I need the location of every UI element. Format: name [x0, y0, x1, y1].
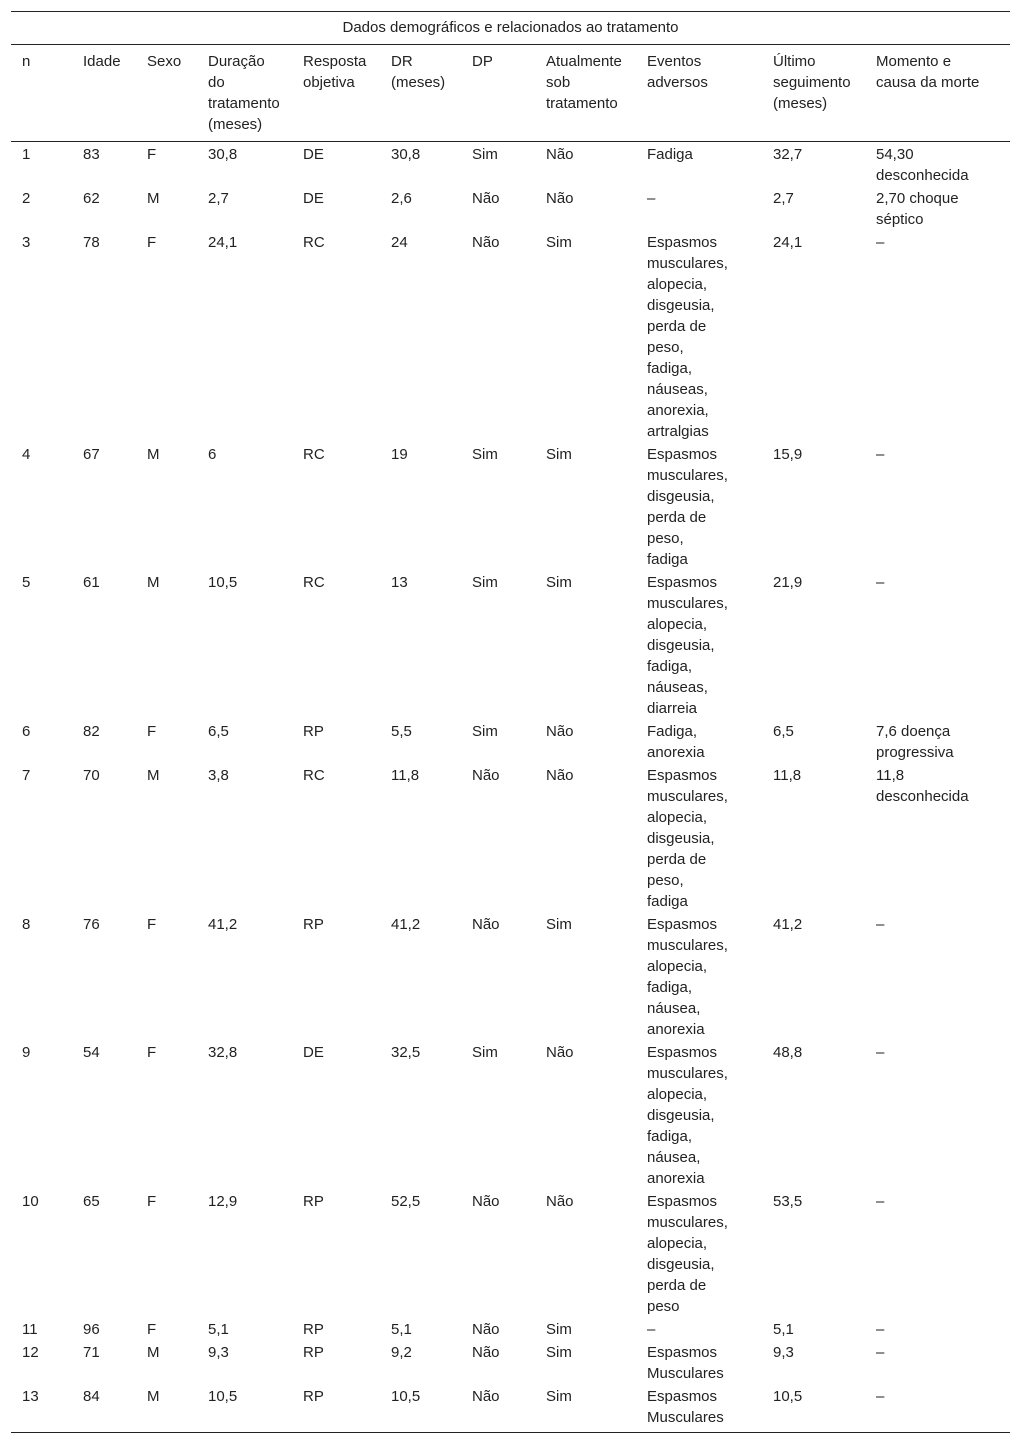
cell-sex: F [147, 723, 157, 740]
table-body [11, 142, 1010, 1433]
cell-age: 70 [83, 767, 100, 784]
cell-currently-on-treatment: Sim [546, 1344, 572, 1361]
cell-objective-response: DE [303, 190, 324, 207]
cell-n: 5 [22, 574, 31, 591]
cell-age: 65 [83, 1193, 100, 1210]
cell-dr-months: 24 [391, 234, 408, 251]
cell-n: 13 [22, 1388, 39, 1405]
table-row [11, 232, 1010, 444]
cell-adverse-events: Espasmos musculares, alopecia, disgeusia, perda de peso, fadiga, náuseas, anorexia, artralgias [647, 234, 728, 440]
cell-age: 84 [83, 1388, 100, 1405]
cell-n: 9 [22, 1044, 31, 1061]
cell-dp: Sim [472, 146, 498, 163]
cell-currently-on-treatment: Sim [546, 1321, 572, 1338]
cell-currently-on-treatment: Não [546, 1193, 574, 1210]
header-adverse-events: Eventos adversos [647, 53, 708, 91]
cell-adverse-events: Espasmos musculares, alopecia, fadiga, náusea, anorexia [647, 916, 728, 1038]
cell-objective-response: RP [303, 1193, 324, 1210]
cell-dr-months: 32,5 [391, 1044, 421, 1061]
cell-adverse-events: – [647, 190, 656, 207]
cell-last-follow-up: 53,5 [773, 1193, 803, 1210]
cell-objective-response: DE [303, 1044, 324, 1061]
cell-treatment-duration: 2,7 [208, 190, 229, 207]
cell-dr-months: 30,8 [391, 146, 421, 163]
cell-age: 54 [83, 1044, 100, 1061]
cell-time-and-cause-of-death: – [876, 1344, 885, 1361]
cell-dp: Não [472, 916, 500, 933]
cell-dp: Não [472, 1388, 500, 1405]
cell-adverse-events: Fadiga, anorexia [647, 723, 705, 761]
cell-currently-on-treatment: Não [546, 1044, 574, 1061]
cell-dp: Não [472, 1344, 500, 1361]
cell-objective-response: RP [303, 1344, 324, 1361]
cell-currently-on-treatment: Sim [546, 916, 572, 933]
table-row [11, 444, 1010, 572]
cell-dp: Não [472, 190, 500, 207]
cell-last-follow-up: 21,9 [773, 574, 803, 591]
table-row [11, 1042, 1010, 1191]
cell-sex: F [147, 1193, 157, 1210]
cell-time-and-cause-of-death: 54,30 desconhecida [876, 146, 969, 184]
cell-n: 4 [22, 446, 31, 463]
cell-dr-months: 5,5 [391, 723, 412, 740]
cell-sex: M [147, 1344, 160, 1361]
cell-last-follow-up: 32,7 [773, 146, 803, 163]
cell-time-and-cause-of-death: 7,6 doença progressiva [876, 723, 954, 761]
cell-n: 12 [22, 1344, 39, 1361]
cell-last-follow-up: 11,8 [773, 767, 802, 784]
cell-time-and-cause-of-death: – [876, 1388, 885, 1405]
cell-last-follow-up: 6,5 [773, 723, 794, 740]
table-row [11, 1191, 1010, 1319]
cell-adverse-events: Espasmos musculares, alopecia, disgeusia, perda de peso [647, 1193, 728, 1315]
cell-objective-response: RC [303, 234, 325, 251]
table-row [11, 142, 1010, 189]
table-caption: Dados demográficos e relacionados ao tratamento [11, 11, 1010, 45]
cell-currently-on-treatment: Sim [546, 1388, 572, 1405]
cell-n: 2 [22, 190, 31, 207]
cell-dr-months: 41,2 [391, 916, 421, 933]
cell-last-follow-up: 41,2 [773, 916, 803, 933]
cell-treatment-duration: 6,5 [208, 723, 229, 740]
cell-adverse-events: Espasmos Musculares [647, 1388, 724, 1426]
cell-adverse-events: – [647, 1321, 656, 1338]
cell-objective-response: RP [303, 1388, 324, 1405]
cell-time-and-cause-of-death: 11,8 desconhecida [876, 767, 969, 805]
cell-dp: Sim [472, 723, 498, 740]
cell-treatment-duration: 32,8 [208, 1044, 238, 1061]
cell-sex: M [147, 574, 160, 591]
cell-dr-months: 9,2 [391, 1344, 412, 1361]
table-row [11, 572, 1010, 721]
cell-adverse-events: Fadiga [647, 146, 693, 163]
cell-adverse-events: Espasmos musculares, alopecia, disgeusia, fadiga, náuseas, diarreia [647, 574, 728, 717]
cell-last-follow-up: 48,8 [773, 1044, 803, 1061]
table-row [11, 1319, 1010, 1342]
header-objective-response: Resposta objetiva [303, 53, 367, 91]
cell-sex: M [147, 446, 160, 463]
cell-dr-months: 52,5 [391, 1193, 421, 1210]
cell-dr-months: 10,5 [391, 1388, 421, 1405]
cell-age: 96 [83, 1321, 100, 1338]
cell-age: 78 [83, 234, 100, 251]
cell-adverse-events: Espasmos Musculares [647, 1344, 724, 1382]
cell-objective-response: RC [303, 446, 325, 463]
cell-age: 83 [83, 146, 100, 163]
header-dp: DP [472, 53, 493, 70]
data-table-container [11, 11, 1010, 1433]
header-n: n [22, 53, 31, 70]
header-dr-months: DR (meses) [391, 53, 446, 91]
cell-last-follow-up: 2,7 [773, 190, 794, 207]
cell-dp: Não [472, 767, 500, 784]
cell-treatment-duration: 3,8 [208, 767, 229, 784]
cell-sex: M [147, 1388, 160, 1405]
cell-currently-on-treatment: Não [546, 146, 574, 163]
cell-dr-months: 13 [391, 574, 408, 591]
table-row [11, 1386, 1010, 1432]
cell-treatment-duration: 9,3 [208, 1344, 229, 1361]
table-row [11, 721, 1010, 765]
cell-dr-months: 2,6 [391, 190, 412, 207]
cell-adverse-events: Espasmos musculares, alopecia, disgeusia, fadiga, náusea, anorexia [647, 1044, 728, 1187]
cell-sex: F [147, 146, 157, 163]
cell-n: 1 [22, 146, 31, 163]
header-treatment-duration: Duração do tratamento (meses) [208, 53, 280, 133]
cell-currently-on-treatment: Não [546, 767, 574, 784]
cell-dp: Não [472, 1321, 500, 1338]
cell-age: 76 [83, 916, 100, 933]
table-row [11, 765, 1010, 914]
bottom-rule [11, 1432, 1010, 1433]
cell-sex: M [147, 190, 160, 207]
cell-objective-response: RC [303, 767, 325, 784]
cell-adverse-events: Espasmos musculares, alopecia, disgeusia, perda de peso, fadiga [647, 767, 728, 910]
cell-dp: Não [472, 1193, 500, 1210]
header-time-and-cause-of-death: Momento e causa da morte [876, 53, 980, 91]
cell-last-follow-up: 5,1 [773, 1321, 794, 1338]
cell-dp: Sim [472, 446, 498, 463]
cell-dr-months: 19 [391, 446, 408, 463]
cell-age: 67 [83, 446, 100, 463]
cell-currently-on-treatment: Sim [546, 234, 572, 251]
cell-objective-response: RP [303, 723, 324, 740]
cell-treatment-duration: 6 [208, 446, 217, 463]
cell-sex: F [147, 916, 157, 933]
cell-time-and-cause-of-death: – [876, 446, 885, 463]
cell-n: 10 [22, 1193, 39, 1210]
cell-sex: M [147, 767, 160, 784]
cell-treatment-duration: 10,5 [208, 574, 238, 591]
cell-treatment-duration: 5,1 [208, 1321, 229, 1338]
cell-currently-on-treatment: Sim [546, 446, 572, 463]
cell-n: 8 [22, 916, 31, 933]
cell-currently-on-treatment: Não [546, 723, 574, 740]
cell-sex: F [147, 234, 157, 251]
cell-age: 82 [83, 723, 100, 740]
cell-time-and-cause-of-death: – [876, 574, 885, 591]
cell-time-and-cause-of-death: – [876, 916, 885, 933]
cell-currently-on-treatment: Sim [546, 574, 572, 591]
cell-time-and-cause-of-death: – [876, 234, 885, 251]
cell-dp: Sim [472, 574, 498, 591]
cell-last-follow-up: 10,5 [773, 1388, 803, 1405]
cell-adverse-events: Espasmos musculares, disgeusia, perda de peso, fadiga [647, 446, 728, 568]
cell-treatment-duration: 24,1 [208, 234, 238, 251]
cell-sex: F [147, 1044, 157, 1061]
header-row [11, 45, 1010, 142]
cell-time-and-cause-of-death: – [876, 1044, 885, 1061]
cell-age: 62 [83, 190, 100, 207]
cell-time-and-cause-of-death: – [876, 1321, 885, 1338]
header-age: Idade [83, 53, 121, 70]
cell-age: 61 [83, 574, 100, 591]
cell-objective-response: RP [303, 1321, 324, 1338]
cell-sex: F [147, 1321, 157, 1338]
cell-last-follow-up: 15,9 [773, 446, 803, 463]
cell-currently-on-treatment: Não [546, 190, 574, 207]
cell-time-and-cause-of-death: 2,70 choque séptico [876, 190, 959, 228]
cell-dr-months: 5,1 [391, 1321, 412, 1338]
cell-objective-response: DE [303, 146, 324, 163]
cell-treatment-duration: 41,2 [208, 916, 238, 933]
cell-age: 71 [83, 1344, 100, 1361]
cell-last-follow-up: 24,1 [773, 234, 803, 251]
cell-n: 6 [22, 723, 31, 740]
cell-dr-months: 11,8 [391, 767, 420, 784]
table-row [11, 1342, 1010, 1386]
header-sex: Sexo [147, 53, 182, 70]
cell-n: 11 [22, 1321, 38, 1338]
cell-time-and-cause-of-death: – [876, 1193, 885, 1210]
cell-n: 3 [22, 234, 31, 251]
table-row [11, 914, 1010, 1042]
table-row [11, 188, 1010, 232]
cell-objective-response: RP [303, 916, 324, 933]
cell-last-follow-up: 9,3 [773, 1344, 794, 1361]
cell-treatment-duration: 10,5 [208, 1388, 238, 1405]
header-last-follow-up: Último seguimento (meses) [773, 53, 851, 112]
cell-dp: Não [472, 234, 500, 251]
cell-treatment-duration: 30,8 [208, 146, 238, 163]
cell-objective-response: RC [303, 574, 325, 591]
cell-n: 7 [22, 767, 31, 784]
header-currently-on-treatment: Atualmente sob tratamento [546, 53, 622, 112]
demographics-table [11, 45, 1010, 1432]
cell-treatment-duration: 12,9 [208, 1193, 238, 1210]
cell-dp: Sim [472, 1044, 498, 1061]
